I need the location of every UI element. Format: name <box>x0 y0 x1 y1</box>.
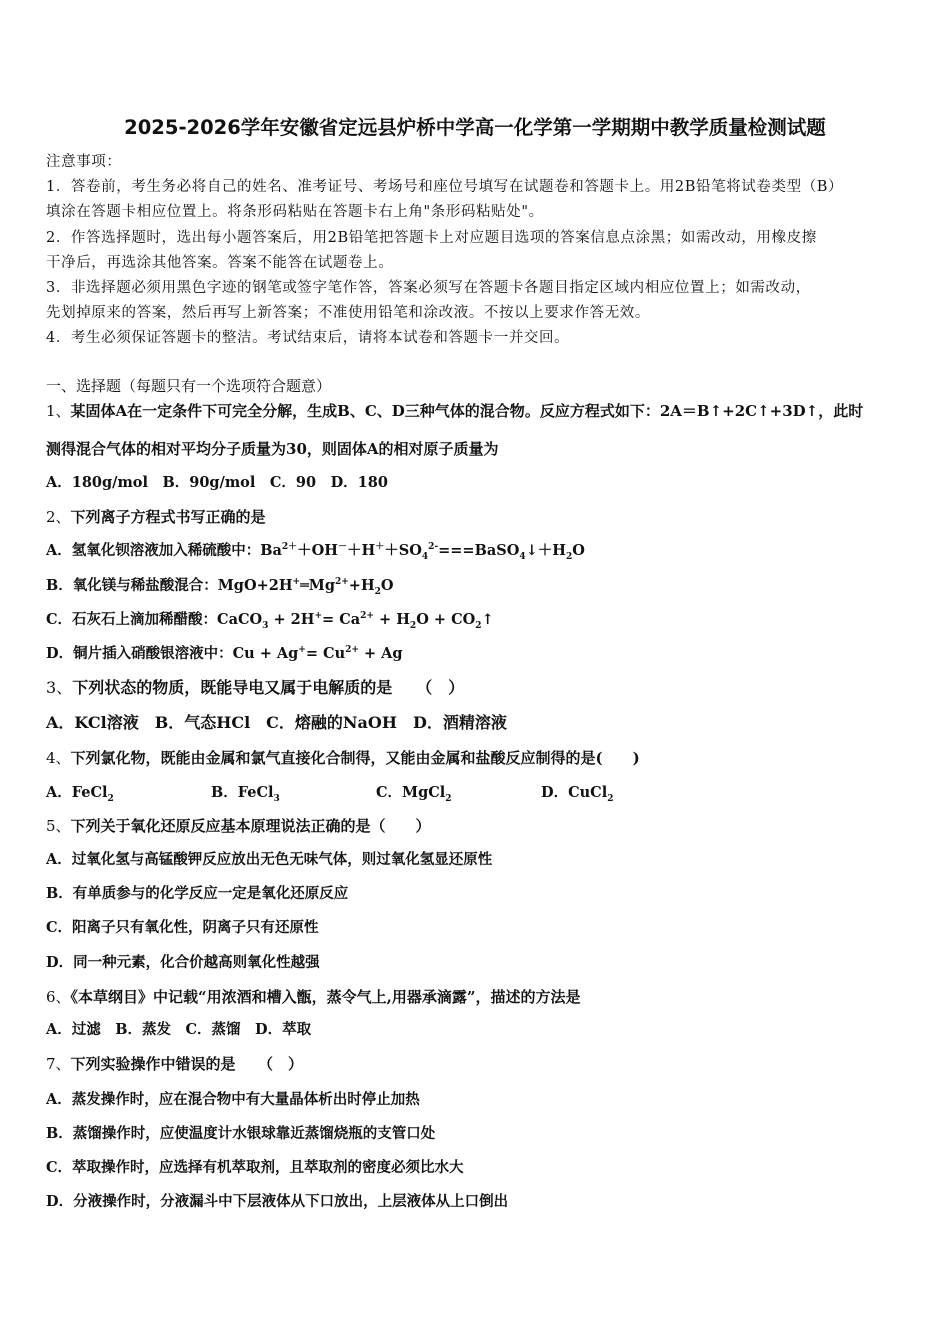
option-d: D．同一种元素，化合价越高则氧化性越强 <box>46 954 320 971</box>
option-b: B．蒸馏操作时，应使温度计水银球靠近蒸馏烧瓶的支管口处 <box>46 1125 436 1142</box>
question-4-options <box>46 783 613 803</box>
superscript: － <box>338 542 348 553</box>
subscript: 2 <box>475 620 482 631</box>
option-text: ＋SO <box>384 542 422 559</box>
option-text: O <box>380 577 394 594</box>
page-title: 2025-2026学年安徽省定远县炉桥中学高一化学第一学期期中教学质量检测试题 <box>124 116 826 139</box>
superscript: + <box>298 645 306 656</box>
superscript: 2＋ <box>281 542 298 553</box>
option-text: C．石灰石上滴加稀醋酸：CaCO <box>46 611 263 628</box>
option-text: B．氧化镁与稀盐酸混合：MgO+2H <box>46 577 293 594</box>
subscript: 2 <box>607 793 614 804</box>
option-text: +H <box>348 577 375 594</box>
superscript: 2+ <box>360 611 374 622</box>
question-number: 6、 <box>46 988 71 1006</box>
question-number: 7、 <box>46 1055 71 1073</box>
question-stem: 下列状态的物质，既能导电又属于电解质的是 （ ） <box>72 678 465 697</box>
section-heading: 一、选择题（每题只有一个选项符合题意） <box>46 377 332 395</box>
option-c <box>376 783 541 803</box>
question-6 <box>46 987 581 1007</box>
question-1-options: A．180g/mol B．90g/mol C．90 D．180 <box>46 474 388 491</box>
option-text: A．FeCl <box>46 784 108 801</box>
subscript: 2 <box>374 586 381 597</box>
question-7 <box>46 1054 303 1074</box>
option-d <box>541 783 613 803</box>
option-text: = Ca <box>322 611 361 628</box>
question-4 <box>46 748 640 768</box>
question-5 <box>46 816 431 836</box>
option-text: + Ag <box>358 645 403 662</box>
option-text: + H <box>373 611 410 628</box>
option-text: ↑ <box>481 611 494 628</box>
notice-line: 干净后，再选涂其他答案。答案不能答在试题卷上。 <box>46 255 394 271</box>
option-text: ＋OH <box>297 542 339 559</box>
option-a <box>46 783 211 803</box>
option-text: B．FeCl <box>211 784 274 801</box>
option-b <box>211 783 376 803</box>
subscript: 2 <box>107 793 114 804</box>
option-text: D．CuCl <box>541 784 608 801</box>
option-text: + 2H <box>268 611 315 628</box>
option-text: D．铜片插入硝酸银溶液中：Cu + Ag <box>46 645 299 662</box>
option-text: ↓＋H <box>525 542 566 559</box>
notice-line: 填涂在答题卡相应位置上。将条形码粘贴在答题卡右上角"条形码粘贴处"。 <box>46 204 544 220</box>
superscript: 2- <box>428 542 439 553</box>
notice-line: 4．考生必须保证答题卡的整洁。考试结束后，请将本试卷和答题卡一并交回。 <box>46 330 570 346</box>
option-text: O <box>572 542 585 559</box>
question-stem: 下列实验操作中错误的是 （ ） <box>70 1055 304 1073</box>
question-3 <box>46 678 464 698</box>
option-c: C．萃取操作时，应选择有机萃取剂，且萃取剂的密度必须比水大 <box>46 1159 464 1176</box>
option-text: ===BaSO <box>438 542 520 559</box>
question-3-options: A．KCl溶液 B．气态HCl C．熔融的NaOH D．酒精溶液 <box>46 713 507 732</box>
question-number: 1、 <box>46 402 71 420</box>
notice-line: 1．答卷前，考生务必将自己的姓名、准考证号、考场号和座位号填写在试题卷和答题卡上。用2B铅笔将试卷类型（B） <box>46 179 844 195</box>
question-stem: 下列氯化物，既能由金属和氯气直接化合制得，又能由金属和盐酸反应制得的是( ) <box>70 749 640 767</box>
question-stem: 《本草纲目》中记载“用浓酒和槽入甑，蒸令气上,用器承滴露”，描述的方法是 <box>70 988 581 1006</box>
option-d <box>46 644 403 664</box>
option-a: A．蒸发操作时，应在混合物中有大量晶体析出时停止加热 <box>46 1091 420 1108</box>
question-stem: 某固体A在一定条件下可完全分解，生成B、C、D三种气体的混合物。反应方程式如下：2A＝B↑+2C↑+3D↑，此时 <box>70 402 864 420</box>
question-stem-continued: 测得混合气体的相对平均分子质量为30，则固体A的相对原子质量为 <box>46 440 499 458</box>
subscript: 3 <box>262 620 269 631</box>
option-b: B．有单质参与的化学反应一定是氧化还原反应 <box>46 885 349 902</box>
option-text: = Cu <box>305 645 346 662</box>
question-number: 5、 <box>46 817 71 835</box>
option-text: O + CO <box>416 611 476 628</box>
question-1 <box>46 401 863 421</box>
superscript: + <box>314 611 323 622</box>
question-6-options: A．过滤 B．蒸发 C．蒸馏 D．萃取 <box>46 1021 312 1038</box>
subscript: 2 <box>409 620 417 631</box>
question-number: 3、 <box>46 678 73 697</box>
subscript: 3 <box>273 793 280 804</box>
subscript: 2 <box>565 551 573 562</box>
option-d: D．分液操作时，分液漏斗中下层液体从下口放出，上层液体从上口倒出 <box>46 1193 509 1210</box>
notice-line: 2．作答选择题时，选出每小题答案后，用2B铅笔把答题卡上对应题目选项的答案信息点涂黑；如需改动，用橡皮擦 <box>46 230 817 246</box>
question-number: 2、 <box>46 508 71 526</box>
superscript: 2+ <box>334 577 349 588</box>
option-text: A．氢氧化钡溶液加入稀硫酸中：Ba <box>46 542 282 559</box>
option-b <box>46 576 394 596</box>
option-c: C．阳离子只有氧化性，阴离子只有还原性 <box>46 919 319 936</box>
superscript: ＋ <box>375 542 385 553</box>
option-text: ＋H <box>347 542 376 559</box>
subscript: 2 <box>445 793 452 804</box>
subscript: 4 <box>421 551 429 562</box>
question-stem: 下列离子方程式书写正确的是 <box>70 508 266 526</box>
option-a: A．过氧化氢与高锰酸钾反应放出无色无味气体，则过氧化氢显还原性 <box>46 851 493 868</box>
option-c <box>46 610 494 630</box>
notice-heading: 注意事项： <box>46 154 122 170</box>
superscript: 2+ <box>345 645 359 656</box>
question-stem: 下列关于氧化还原反应基本原理说法正确的是（ ） <box>70 817 431 835</box>
notice-line: 3．非选择题必须用黑色字迹的钢笔或签字笔作答，答案必须写在答题卡各题目指定区域内相应位置上；如需改动， <box>46 280 811 296</box>
question-2 <box>46 507 266 527</box>
subscript: 4 <box>519 551 526 562</box>
notice-line: 先划掉原来的答案，然后再写上新答案；不准使用铅笔和涂改液。不按以上要求作答无效。 <box>46 305 650 321</box>
option-text: C．MgCl <box>376 784 446 801</box>
option-a <box>46 541 585 561</box>
superscript: + <box>292 577 301 588</box>
option-text: ═Mg <box>300 577 335 594</box>
question-number: 4、 <box>46 749 71 767</box>
